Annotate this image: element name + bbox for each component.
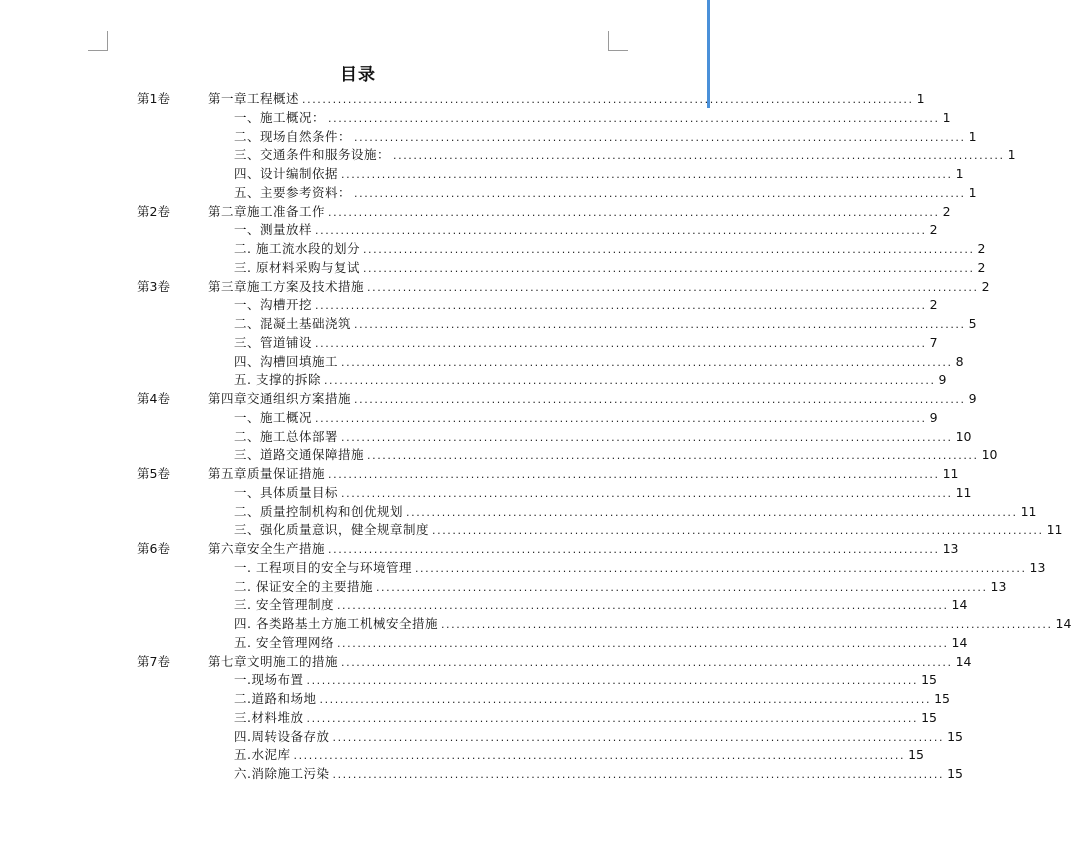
toc-entry[interactable] bbox=[234, 259, 986, 278]
toc-section-row[interactable] bbox=[0, 409, 938, 427]
toc-entry[interactable] bbox=[234, 728, 963, 747]
page-number: 7 bbox=[929, 334, 938, 350]
page-number: 1 bbox=[968, 128, 977, 144]
page-number: 9 bbox=[938, 372, 947, 388]
volume-label: 第4卷 bbox=[137, 391, 170, 406]
page-number: 1 bbox=[955, 166, 964, 181]
toc-entry[interactable] bbox=[234, 353, 964, 372]
toc-section-row[interactable] bbox=[0, 259, 986, 277]
page-number: 2 bbox=[929, 222, 938, 238]
page-number: 13 bbox=[1029, 559, 1046, 575]
page-number: 11 bbox=[1046, 522, 1063, 538]
toc-section-row[interactable] bbox=[0, 634, 968, 652]
toc-entry[interactable] bbox=[234, 371, 947, 390]
toc-section-row[interactable] bbox=[0, 165, 964, 183]
toc-entry[interactable] bbox=[234, 709, 937, 728]
page-number: 2 bbox=[942, 203, 951, 219]
toc-entry[interactable] bbox=[234, 578, 1007, 597]
dot-leader: ........................................................................................................................ bbox=[315, 299, 927, 313]
dot-leader: ........................................................................................................................ bbox=[341, 430, 953, 444]
page-number: 2 bbox=[977, 241, 986, 256]
volume-label: 第1卷 bbox=[137, 91, 170, 106]
toc-section-row[interactable] bbox=[0, 615, 1071, 633]
page-number: 14 bbox=[1055, 616, 1071, 631]
chapter-title: 第五章质量保证措施 bbox=[208, 466, 326, 481]
section-title: 六.消除施工污染 bbox=[234, 766, 330, 781]
chapter-title: 第一章工程概述 bbox=[208, 91, 300, 106]
toc-section-row[interactable] bbox=[0, 109, 951, 127]
page-number: 1 bbox=[1007, 147, 1016, 163]
toc-entry[interactable] bbox=[234, 503, 1037, 522]
section-title: 五. 安全管理网络 bbox=[234, 634, 334, 650]
page-number: 9 bbox=[929, 409, 938, 425]
section-title: 一、测量放样 bbox=[234, 222, 313, 238]
toc-entry[interactable] bbox=[234, 559, 1046, 578]
section-title: 一、具体质量目标 bbox=[234, 484, 339, 500]
dot-leader: ........................................................................................................................ bbox=[336, 599, 949, 613]
section-title: 二、现场自然条件： bbox=[234, 128, 352, 144]
toc-entry[interactable] bbox=[208, 278, 990, 297]
toc-entry[interactable] bbox=[234, 128, 977, 147]
dot-leader: ........................................................................................................................ bbox=[306, 674, 919, 688]
section-title: 五. 支撑的拆除 bbox=[234, 372, 321, 388]
toc-entry[interactable] bbox=[208, 653, 972, 672]
section-title: 四、设计编制依据 bbox=[234, 166, 339, 181]
dot-leader: ........................................................................................................................ bbox=[367, 449, 979, 463]
dot-leader: ........................................................................................................................ bbox=[354, 393, 966, 406]
toc-section-row[interactable] bbox=[0, 315, 977, 333]
toc-entry[interactable] bbox=[234, 746, 924, 765]
page-number: 2 bbox=[929, 297, 938, 313]
page-number: 15 bbox=[921, 672, 937, 688]
toc-section-row[interactable] bbox=[0, 521, 1063, 539]
dot-leader: ........................................................................................................................ bbox=[315, 224, 927, 238]
toc-section-row[interactable] bbox=[0, 296, 938, 314]
page-number: 1 bbox=[942, 109, 951, 125]
toc-section-row[interactable] bbox=[0, 671, 937, 689]
section-title: 一、施工概况： bbox=[234, 109, 326, 125]
toc-entry[interactable] bbox=[234, 165, 964, 184]
page-number: 5 bbox=[968, 316, 977, 331]
page-number: 10 bbox=[955, 428, 972, 444]
toc-entry[interactable] bbox=[234, 615, 1071, 634]
dot-leader: ........................................................................................................................ bbox=[332, 730, 945, 744]
toc-entry[interactable] bbox=[234, 409, 938, 428]
dot-leader: ........................................................................................................................ bbox=[375, 580, 988, 594]
chapter-title: 第六章安全生产措施 bbox=[208, 541, 326, 556]
dot-leader: ........................................................................................................................ bbox=[393, 149, 1005, 163]
page-number: 13 bbox=[942, 541, 959, 556]
dot-leader: ........................................................................................................................ bbox=[432, 524, 1044, 538]
dot-leader: ........................................................................................................................ bbox=[336, 636, 949, 650]
volume-label: 第6卷 bbox=[137, 541, 170, 556]
toc-section-row[interactable] bbox=[0, 596, 968, 614]
toc-entry[interactable] bbox=[234, 428, 972, 447]
toc-section-row[interactable] bbox=[0, 484, 972, 502]
section-title: 四.周转设备存放 bbox=[234, 728, 330, 744]
page-number: 15 bbox=[947, 728, 963, 744]
dot-leader: ........................................................................................................................ bbox=[440, 618, 1053, 631]
dot-leader: ........................................................................................................................ bbox=[293, 749, 906, 763]
toc-section-row[interactable] bbox=[0, 690, 950, 708]
toc-entry[interactable] bbox=[234, 184, 977, 203]
section-title: 二. 保证安全的主要措施 bbox=[234, 578, 373, 594]
section-title: 二、质量控制机构和创优规划 bbox=[234, 503, 404, 519]
toc-chapter-row[interactable] bbox=[0, 390, 977, 408]
page-number: 11 bbox=[942, 466, 959, 481]
volume-label: 第7卷 bbox=[137, 653, 170, 669]
page-number: 14 bbox=[951, 634, 968, 650]
toc-section-row[interactable] bbox=[0, 765, 963, 783]
toc-section-row[interactable] bbox=[0, 353, 964, 371]
toc-entry[interactable] bbox=[234, 221, 938, 240]
dot-leader: ........................................................................................................................ bbox=[341, 486, 953, 500]
section-title: 二、施工总体部署 bbox=[234, 428, 339, 444]
volume-label: 第3卷 bbox=[137, 278, 170, 294]
dot-leader: ........................................................................................................................ bbox=[323, 374, 936, 388]
dot-leader: ........................................................................................................................ bbox=[341, 168, 953, 181]
section-title: 三.材料堆放 bbox=[234, 709, 304, 725]
toc-entry[interactable] bbox=[234, 671, 937, 690]
toc-entry[interactable] bbox=[234, 484, 972, 503]
dot-leader: ........................................................................................................................ bbox=[315, 411, 927, 425]
section-title: 二、混凝土基础浇筑 bbox=[234, 316, 352, 331]
dot-leader: ........................................................................................................................ bbox=[367, 280, 979, 294]
toc-section-row[interactable] bbox=[0, 221, 938, 239]
dot-leader: ........................................................................................................................ bbox=[354, 130, 966, 144]
toc-section-row[interactable] bbox=[0, 559, 1046, 577]
chapter-title: 第三章施工方案及技术措施 bbox=[208, 278, 365, 294]
toc-entry[interactable] bbox=[208, 203, 951, 222]
section-title: 五.水泥库 bbox=[234, 747, 291, 763]
section-title: 三、道路交通保障措施 bbox=[234, 447, 365, 463]
toc-entry[interactable] bbox=[234, 240, 986, 259]
page-number: 14 bbox=[955, 653, 972, 669]
dot-leader: ........................................................................................................................ bbox=[341, 655, 953, 669]
dot-leader: ........................................................................................................................ bbox=[319, 693, 932, 706]
toc-entry[interactable] bbox=[208, 90, 925, 109]
section-title: 三、管道铺设 bbox=[234, 334, 313, 350]
dot-leader: ........................................................................................................................ bbox=[362, 243, 975, 256]
toc-section-row[interactable] bbox=[0, 728, 963, 746]
section-title: 二. 施工流水段的划分 bbox=[234, 241, 360, 256]
chapter-title: 第七章文明施工的措施 bbox=[208, 653, 339, 669]
page-number: 9 bbox=[968, 391, 977, 406]
chapter-title: 第二章施工准备工作 bbox=[208, 203, 326, 219]
section-title: 一、沟槽开挖 bbox=[234, 297, 313, 313]
section-title: 五、主要参考资料： bbox=[234, 184, 352, 200]
toc-section-row[interactable] bbox=[0, 184, 977, 202]
dot-leader: ........................................................................................................................ bbox=[362, 261, 975, 275]
toc-chapter-row[interactable] bbox=[0, 90, 925, 108]
page-number: 10 bbox=[981, 447, 998, 463]
toc-entry[interactable] bbox=[208, 465, 959, 484]
dot-leader: ........................................................................................................................ bbox=[302, 93, 914, 106]
toc-section-row[interactable] bbox=[0, 334, 938, 352]
volume-label: 第5卷 bbox=[137, 466, 170, 481]
toc-section-row[interactable] bbox=[0, 578, 1007, 596]
section-title: 一. 工程项目的安全与环境管理 bbox=[234, 559, 412, 575]
toc-chapter-row[interactable] bbox=[0, 203, 951, 221]
page-number: 15 bbox=[908, 747, 924, 763]
page-number: 8 bbox=[955, 353, 964, 369]
page-number: 2 bbox=[977, 259, 986, 275]
toc-entry[interactable] bbox=[234, 521, 1063, 540]
section-title: 三、强化质量意识，健全规章制度 bbox=[234, 522, 430, 538]
page-number: 11 bbox=[955, 484, 972, 500]
dot-leader: ........................................................................................................................ bbox=[328, 543, 940, 556]
toc-entry[interactable] bbox=[234, 634, 968, 653]
toc-entry[interactable] bbox=[234, 296, 938, 315]
chapter-title: 第四章交通组织方案措施 bbox=[208, 391, 352, 406]
toc-section-row[interactable] bbox=[0, 240, 986, 258]
dot-leader: ........................................................................................................................ bbox=[328, 205, 940, 219]
toc-entry[interactable] bbox=[234, 765, 963, 784]
toc-section-row[interactable] bbox=[0, 503, 1037, 521]
page-number: 1 bbox=[968, 184, 977, 200]
toc-chapter-row[interactable] bbox=[0, 465, 959, 483]
section-title: 四. 各类路基土方施工机械安全措施 bbox=[234, 616, 438, 631]
dot-leader: ........................................................................................................................ bbox=[328, 468, 940, 481]
section-title: 一.现场布置 bbox=[234, 672, 304, 688]
section-title: 一、施工概况 bbox=[234, 409, 313, 425]
page-corner-mark-left bbox=[88, 31, 108, 51]
page-number: 15 bbox=[921, 709, 937, 725]
toc-entry[interactable] bbox=[234, 596, 968, 615]
section-title: 三. 安全管理制度 bbox=[234, 597, 334, 613]
toc-chapter-row[interactable] bbox=[0, 653, 972, 671]
page-corner-mark-right bbox=[608, 31, 628, 51]
toc-section-row[interactable] bbox=[0, 446, 998, 464]
dot-leader: ........................................................................................................................ bbox=[306, 711, 919, 725]
page-number: 15 bbox=[947, 766, 963, 781]
toc-section-row[interactable] bbox=[0, 371, 947, 389]
toc-section-row[interactable] bbox=[0, 746, 924, 764]
dot-leader: ........................................................................................................................ bbox=[354, 186, 966, 200]
page-number: 11 bbox=[1020, 503, 1037, 519]
dot-leader: ........................................................................................................................ bbox=[354, 318, 966, 331]
toc-chapter-row[interactable] bbox=[0, 540, 959, 558]
section-title: 四、沟槽回填施工 bbox=[234, 353, 339, 369]
toc-entry[interactable] bbox=[234, 690, 950, 709]
section-title: 三. 原材料采购与复试 bbox=[234, 259, 360, 275]
toc-entry[interactable] bbox=[234, 446, 998, 465]
toc-section-row[interactable] bbox=[0, 146, 1016, 164]
dot-leader: ........................................................................................................................ bbox=[328, 111, 940, 125]
toc-entry[interactable] bbox=[234, 146, 1016, 165]
toc-section-row[interactable] bbox=[0, 709, 937, 727]
page-number: 14 bbox=[951, 597, 968, 613]
page-number: 2 bbox=[981, 278, 990, 294]
toc-entry[interactable] bbox=[208, 540, 959, 559]
volume-label: 第2卷 bbox=[137, 203, 170, 219]
dot-leader: ........................................................................................................................ bbox=[341, 355, 953, 369]
dot-leader: ........................................................................................................................ bbox=[414, 561, 1027, 575]
toc-entry[interactable] bbox=[208, 390, 977, 409]
toc-entry[interactable] bbox=[234, 109, 951, 128]
toc-section-row[interactable] bbox=[0, 128, 977, 146]
dot-leader: ........................................................................................................................ bbox=[315, 336, 927, 350]
toc-section-row[interactable] bbox=[0, 428, 972, 446]
toc-chapter-row[interactable] bbox=[0, 278, 990, 296]
toc-entry[interactable] bbox=[234, 334, 938, 353]
section-title: 三、交通条件和服务设施： bbox=[234, 147, 391, 163]
dot-leader: ........................................................................................................................ bbox=[332, 768, 945, 781]
page-number: 15 bbox=[934, 691, 950, 706]
dot-leader: ........................................................................................................................ bbox=[406, 505, 1018, 519]
page-number: 13 bbox=[990, 578, 1007, 594]
section-title: 二.道路和场地 bbox=[234, 691, 317, 706]
page-title: 目录 bbox=[340, 65, 376, 85]
page-number: 1 bbox=[916, 91, 925, 106]
toc-entry[interactable] bbox=[234, 315, 977, 334]
